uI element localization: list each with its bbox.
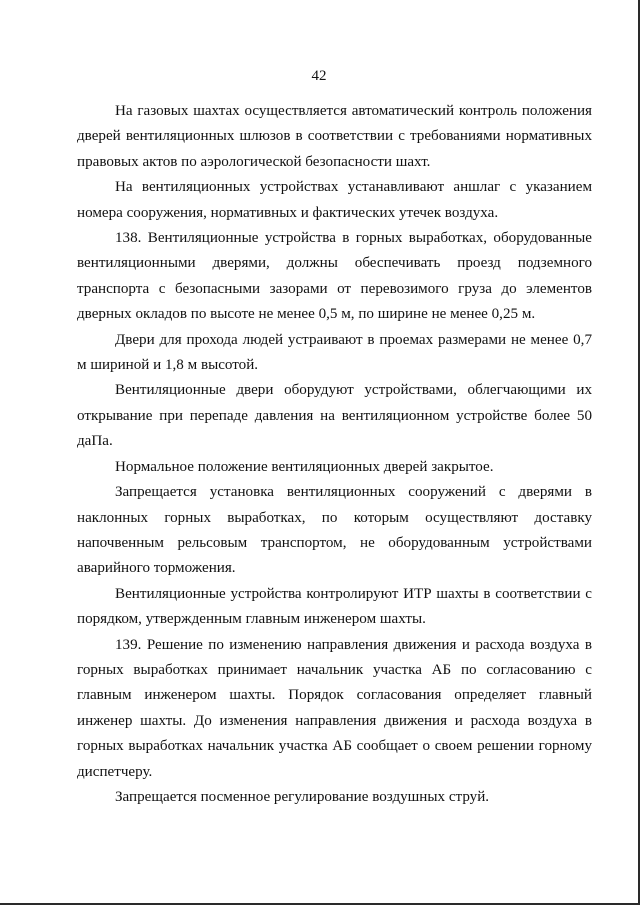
paragraph-item-138: 138. Вентиляционные устройства в горных выработках, оборудованные вентиляционными дверями, должны обеспечивать проезд подземного транспорта с безопасными зазорами от перевозимого груза до элементов дверных окладов по высоте не менее 0,5 м, по ширине не менее 0,25 м.: [77, 230, 592, 323]
page-number: 42: [311, 68, 327, 84]
paragraph-door-devices: Вентиляционные двери оборудуют устройствами, облегчающими их открывание при перепаде давления на вентиляционном устройстве более 50 даПа.: [77, 382, 592, 450]
paragraph-people-doors: Двери для прохода людей устраивают в проемах размерами не менее 0,7 м шириной и 1,8 м высотой.: [77, 331, 592, 374]
paragraph-item-139: 139. Решение по изменению направления движения и расхода воздуха в горных выработках принимает начальник участка АБ по согласованию с главным инженером шахты. Порядок согласования определяет главный инженер шахты. До изменения направления движения и расхода воздуха в горных выработках начальник участка АБ сообщает о своем решении горному диспетчеру.: [77, 636, 592, 780]
paragraph-placard: На вентиляционных устройствах устанавливают аншлаг с указанием номера сооружения, нормативных и фактических утечек воздуха.: [77, 179, 592, 221]
paragraph-itr-control: Вентиляционные устройства контролируют ИТР шахты в соответствии с порядком, утвержденным главным инженером шахты.: [77, 585, 592, 628]
paragraph-shift-regulation: Запрещается посменное регулирование воздушных струй.: [115, 788, 490, 805]
paragraph-door-position: Нормальное положение вентиляционных дверей закрытое.: [115, 458, 494, 475]
paragraph-inclined-prohibition: Запрещается установка вентиляционных сооружений с дверями в наклонных горных выработках, по которым осуществляют доставку напочвенным рельсовым транспортом, не оборудованным устройствами аварийного торможения.: [77, 484, 592, 577]
paragraph-door-control: На газовых шахтах осуществляется автоматический контроль положения дверей вентиляционных шлюзов в соответствии с требованиями нормативных правовых актов по аэрологической безопасности шахт.: [77, 103, 592, 170]
document-body: [77, 99, 592, 810]
